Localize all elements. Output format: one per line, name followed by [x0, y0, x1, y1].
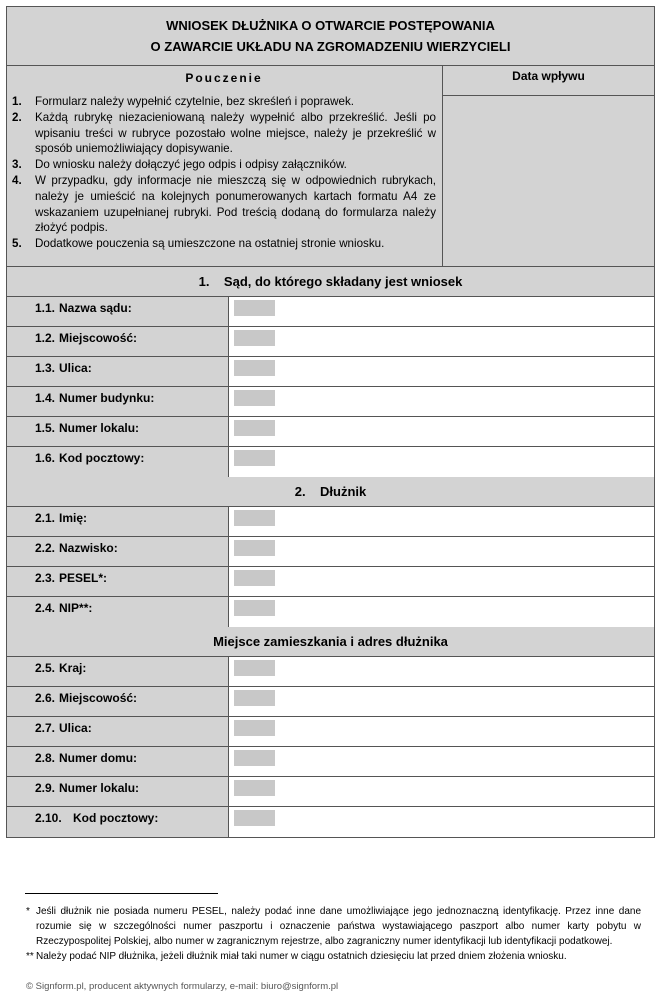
field-input[interactable] [234, 450, 275, 466]
field-input-cell[interactable] [229, 417, 654, 446]
field-label [7, 687, 229, 716]
field-input-cell[interactable] [229, 507, 654, 536]
field-input-cell[interactable] [229, 447, 654, 477]
instructions-list [12, 94, 436, 252]
field-input-cell[interactable] [229, 297, 654, 326]
instruction-item [12, 110, 436, 157]
section-debtor-fields [7, 507, 654, 627]
field-label [7, 567, 229, 596]
field-number: 2.4. [35, 601, 56, 615]
section-court-fields [7, 297, 654, 477]
date-received-panel [443, 66, 654, 266]
field-input[interactable] [234, 810, 275, 826]
field-input[interactable] [234, 510, 275, 526]
instructions-heading: Pouczenie [185, 71, 263, 85]
field-label [7, 717, 229, 746]
application-form [6, 6, 655, 838]
instruction-number: 4. [12, 173, 22, 187]
form-row [7, 567, 654, 597]
instruction-text: Dodatkowe pouczenia są umieszczone na ostatniej stronie wniosku. [35, 237, 385, 251]
field-input[interactable] [234, 300, 275, 316]
field-input[interactable] [234, 660, 275, 676]
form-row [7, 507, 654, 537]
field-input-cell[interactable] [229, 717, 654, 746]
field-label [7, 537, 229, 566]
field-label-text: Numer lokalu: [59, 781, 140, 795]
footnote-mark: * [26, 906, 30, 917]
field-input-cell[interactable] [229, 567, 654, 596]
field-label-text: Numer lokalu: [59, 421, 140, 435]
footnote-text: Jeśli dłużnik nie posiada numeru PESEL, należy podać inne dane umożliwiające jego jednoznaczną identyfikację. Przez inne dane rozumie się w szczególności numer paszportu i oznaczenie państwa wystawiającego paszport albo numer karty pobytu w Rzeczypospolitej Polskiej, albo numer w zagranicznym rejestrze, albo zagraniczny numer identyfikacji lub identyfikacji podatkowej. [36, 906, 641, 947]
form-row [7, 417, 654, 447]
field-label [7, 417, 229, 446]
instruction-number: 5. [12, 237, 22, 251]
footnote [26, 949, 641, 964]
instruction-text: Do wniosku należy dołączyć jego odpis i odpisy załączników. [35, 158, 347, 172]
field-label-text: NIP**: [59, 601, 93, 615]
field-label-text: Ulica: [59, 361, 92, 375]
field-number: 2.1. [35, 511, 56, 525]
field-number: 1.6. [35, 451, 56, 465]
instruction-item [12, 94, 436, 110]
field-number: 2.9. [35, 781, 56, 795]
field-input-cell[interactable] [229, 747, 654, 776]
form-row [7, 327, 654, 357]
field-number: 1.3. [35, 361, 56, 375]
instruction-text: Formularz należy wypełnić czytelnie, bez skreśleń i poprawek. [35, 95, 354, 108]
field-input[interactable] [234, 330, 275, 346]
form-row [7, 447, 654, 477]
form-row [7, 777, 654, 807]
field-input-cell[interactable] [229, 387, 654, 416]
field-number: 2.7. [35, 721, 56, 735]
instruction-text: W przypadku, gdy informacje nie mieszczą się w odpowiednich rubrykach, należy je umieścić na kolejnych ponumerowanych kartach formatu A4 ze wskazaniem uzupełnianej rubryki. Pod treścią dodaną do formularza należy złożyć podpis. [35, 173, 436, 235]
form-row [7, 537, 654, 567]
instruction-item [12, 236, 436, 252]
form-row [7, 717, 654, 747]
field-label-text: Kraj: [59, 661, 87, 675]
field-number: 2.5. [35, 661, 56, 675]
field-label [7, 507, 229, 536]
field-label [7, 777, 229, 806]
field-input-cell[interactable] [229, 807, 654, 837]
field-number: 2.3. [35, 571, 56, 585]
field-label-text: Ulica: [59, 721, 92, 735]
section-court-heading: 1. Sąd, do którego składany jest wniosek [7, 267, 654, 297]
field-number: 2.2. [35, 541, 56, 555]
field-number: 2.8. [35, 751, 56, 765]
field-input-cell[interactable] [229, 357, 654, 386]
instruction-number: 2. [12, 110, 22, 124]
field-label-text: Nazwa sądu: [59, 301, 132, 315]
field-label [7, 747, 229, 776]
instruction-item [12, 157, 436, 173]
field-input-cell[interactable] [229, 657, 654, 686]
footnotes [26, 904, 641, 964]
section-address-heading: Miejsce zamieszkania i adres dłużnika [7, 627, 654, 657]
instruction-item [12, 173, 436, 236]
footnote-mark: ** [26, 951, 34, 962]
form-row [7, 387, 654, 417]
instructions-panel [7, 66, 443, 266]
field-input[interactable] [234, 420, 275, 436]
field-label [7, 597, 229, 627]
field-input[interactable] [234, 570, 275, 586]
instruction-text: Każdą rubrykę niezacieniowaną należy wypełnić albo przekreślić. Jeśli po wpisaniu treści w rubryce pozostało wolne miejsce, należy je przekreślić w sposób uniemożliwiający dopisywanie. [35, 110, 436, 156]
field-label-text: PESEL*: [59, 571, 108, 585]
field-input-cell[interactable] [229, 327, 654, 356]
field-label [7, 297, 229, 326]
field-label-text: Miejscowość: [59, 691, 138, 705]
form-title [7, 7, 654, 66]
footnote-divider [25, 893, 218, 894]
field-number: 1.4. [35, 391, 56, 405]
field-input[interactable] [234, 750, 275, 766]
field-input[interactable] [234, 600, 275, 616]
instruction-number: 3. [12, 158, 22, 172]
field-number: 2.6. [35, 691, 56, 705]
field-label-text: Miejscowość: [59, 331, 138, 345]
field-input[interactable] [234, 360, 275, 376]
field-label [7, 327, 229, 356]
date-received-label: Data wpływu [443, 66, 654, 96]
field-input[interactable] [234, 720, 275, 736]
form-row [7, 657, 654, 687]
field-label-text: Numer budynku: [59, 391, 155, 405]
field-label [7, 357, 229, 386]
footnote-text: Należy podać NIP dłużnika, jeżeli dłużnik miał taki numer w ciągu ostatnich dziesięciu lat przed dniem złożenia wniosku. [36, 951, 567, 962]
form-title-line-2: O ZAWARCIE UKŁADU NA ZGROMADZENIU WIERZYCIELI [150, 39, 511, 54]
field-label-text: Numer domu: [59, 751, 138, 765]
section-debtor-heading: 2. Dłużnik [7, 477, 654, 507]
form-row [7, 747, 654, 777]
footnote [26, 904, 641, 949]
instructions-block [7, 66, 654, 267]
field-label-text: Imię: [59, 511, 88, 525]
field-input-cell[interactable] [229, 687, 654, 716]
field-label-text: Kod pocztowy: [73, 811, 159, 825]
field-number: 2.10. [35, 811, 62, 825]
field-input-cell[interactable] [229, 537, 654, 566]
field-label [7, 387, 229, 416]
form-title-line-1: WNIOSEK DŁUŻNIKA O OTWARCIE POSTĘPOWANIA [166, 18, 495, 33]
field-input[interactable] [234, 540, 275, 556]
field-label [7, 447, 229, 477]
field-label-text: Nazwisko: [59, 541, 118, 555]
copyright-notice: © Signform.pl, producent aktywnych formularzy, e-mail: biuro@signform.pl [26, 981, 339, 992]
field-label [7, 807, 229, 837]
form-row [7, 597, 654, 627]
form-row [7, 357, 654, 387]
field-number: 1.1. [35, 301, 56, 315]
field-input[interactable] [234, 690, 275, 706]
field-input-cell[interactable] [229, 597, 654, 627]
instruction-number: 1. [12, 95, 22, 108]
field-label [7, 657, 229, 686]
field-number: 1.5. [35, 421, 56, 435]
field-input[interactable] [234, 780, 275, 796]
form-row [7, 807, 654, 837]
section-address-fields [7, 657, 654, 837]
form-row [7, 297, 654, 327]
field-input[interactable] [234, 390, 275, 406]
field-number: 1.2. [35, 331, 56, 345]
field-input-cell[interactable] [229, 777, 654, 806]
form-row [7, 687, 654, 717]
field-label-text: Kod pocztowy: [59, 451, 145, 465]
